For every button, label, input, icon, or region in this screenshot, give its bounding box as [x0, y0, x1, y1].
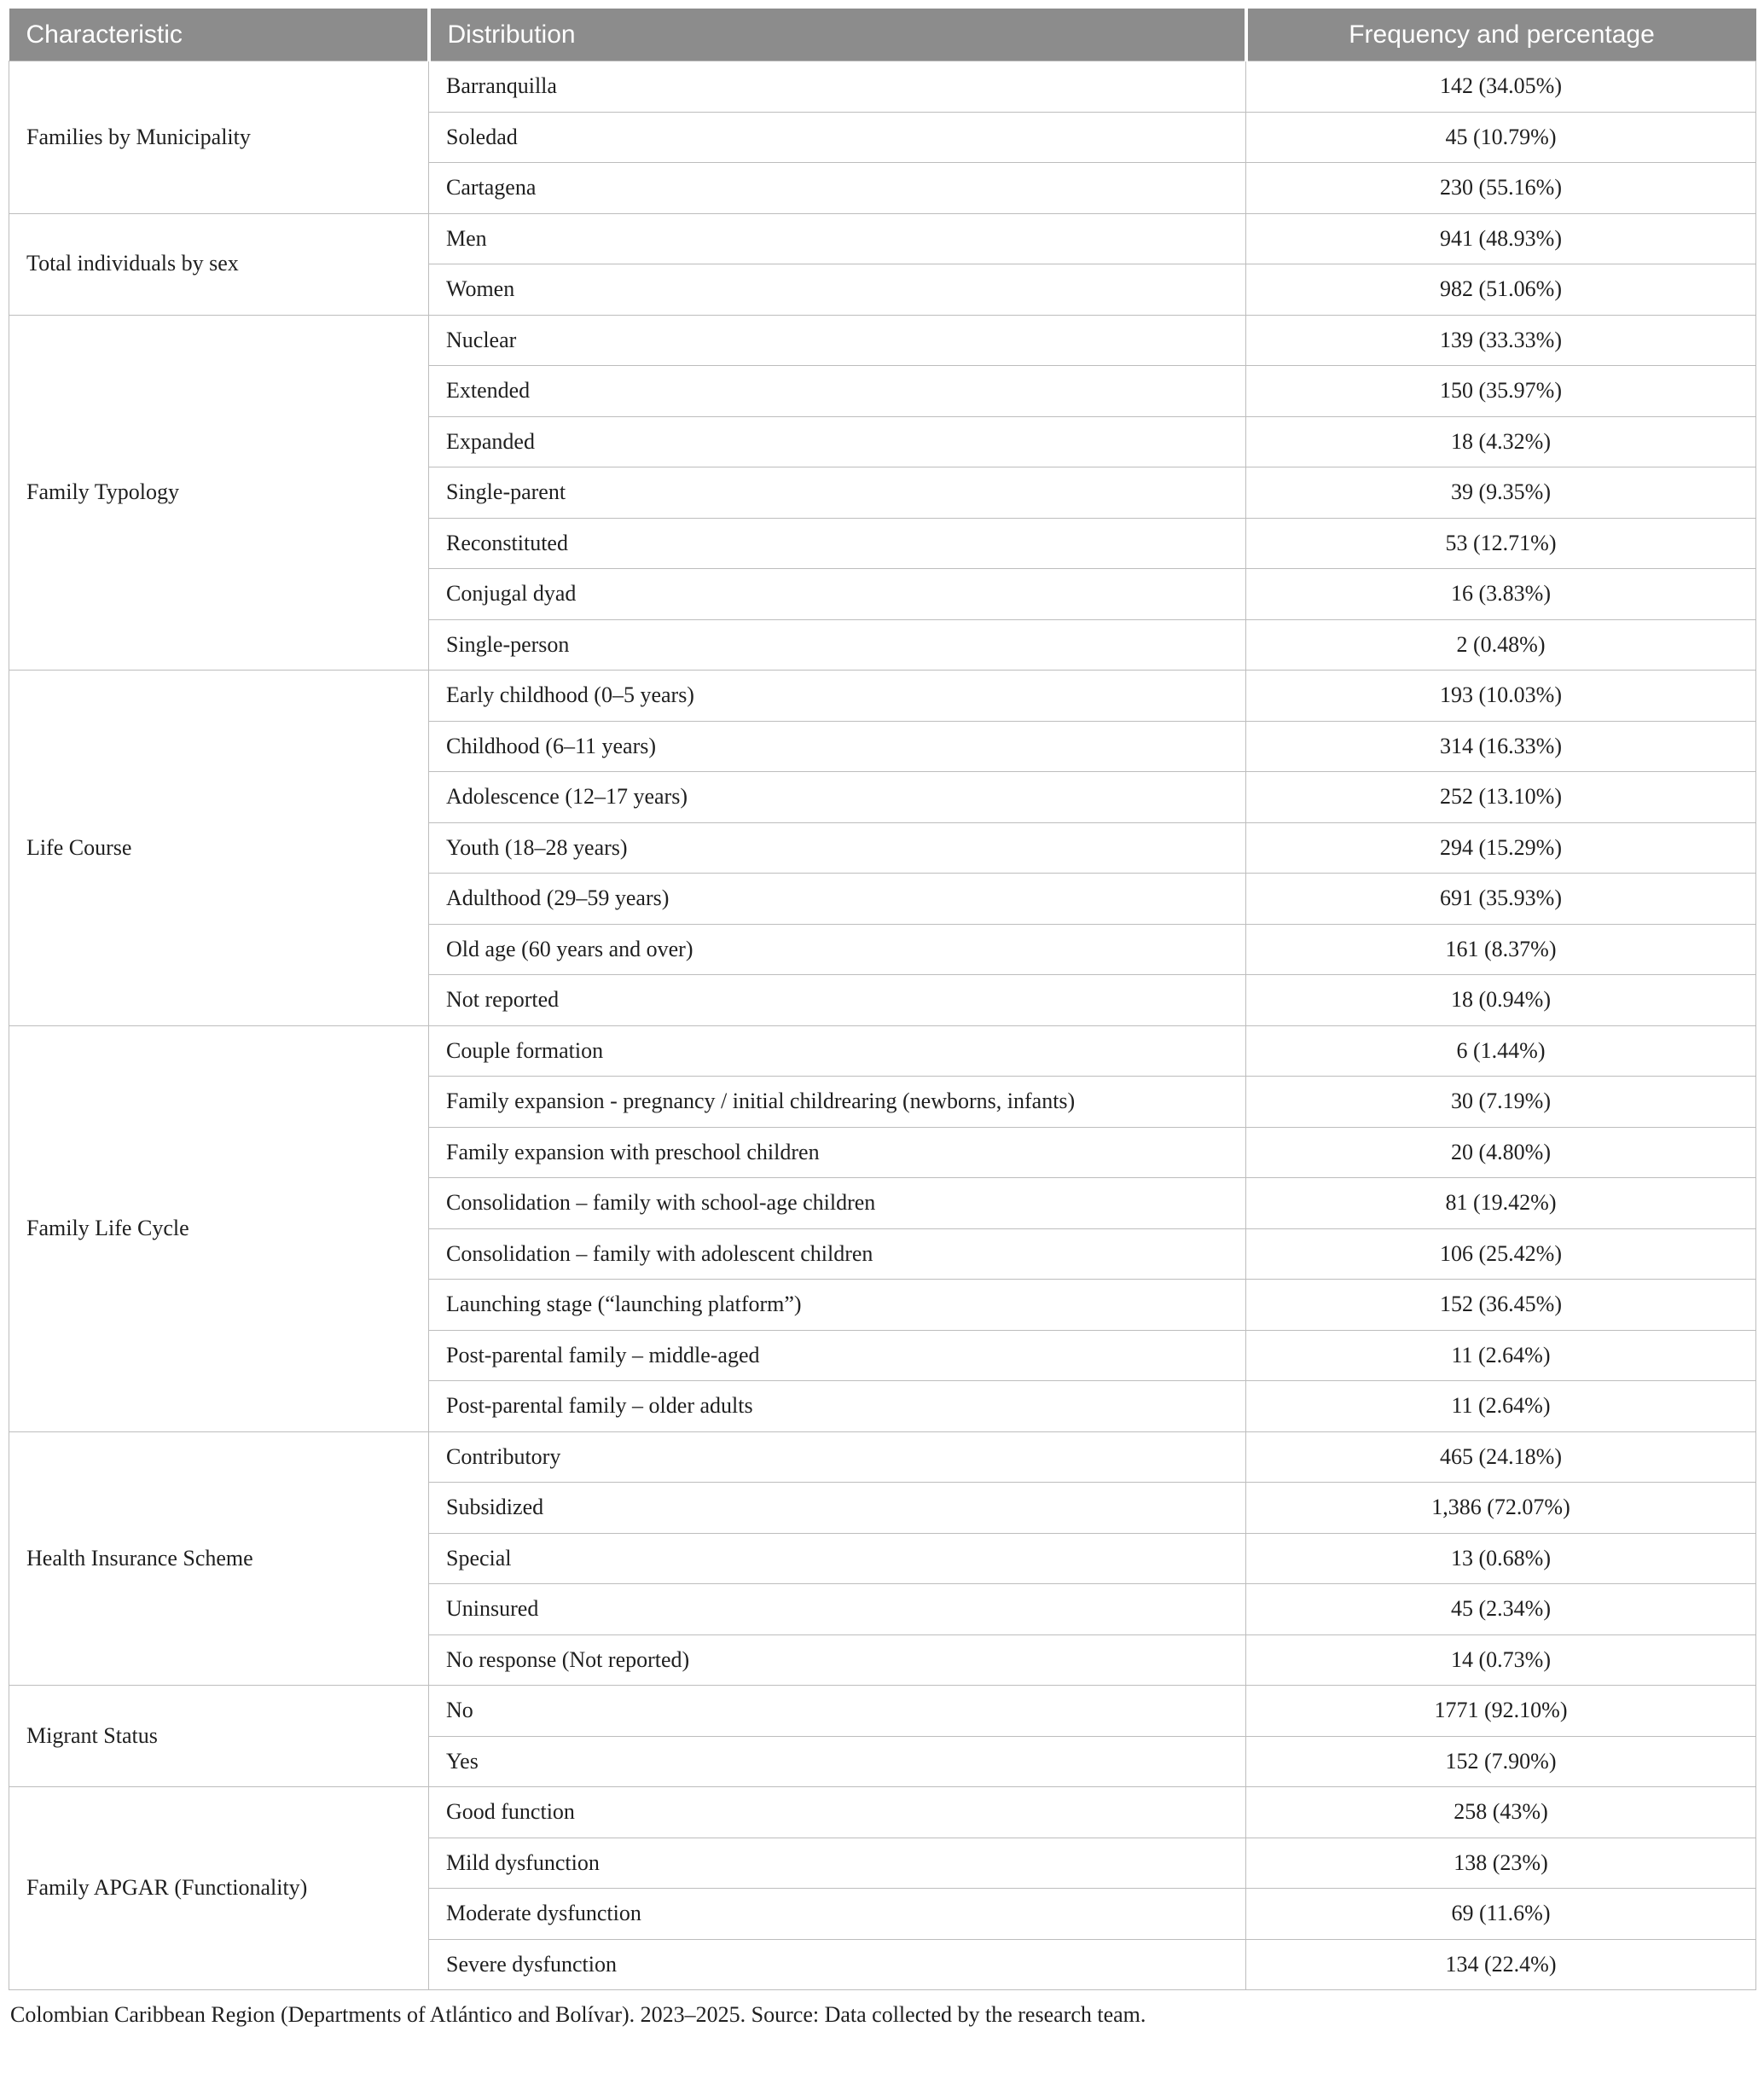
distribution-cell: Reconstituted [429, 518, 1246, 569]
characteristic-cell: Life Course [9, 671, 429, 1026]
table-row [9, 315, 1756, 366]
characteristic-cell: Total individuals by sex [9, 213, 429, 315]
frequency-cell: 18 (0.94%) [1246, 975, 1756, 1026]
frequency-cell: 1771 (92.10%) [1246, 1686, 1756, 1737]
distribution-cell: Post-parental family – older adults [429, 1381, 1246, 1432]
table-body [9, 61, 1756, 1990]
frequency-cell: 314 (16.33%) [1246, 721, 1756, 772]
distribution-cell: Consolidation – family with school-age children [429, 1178, 1246, 1229]
table-row [9, 1025, 1756, 1077]
frequency-cell: 142 (34.05%) [1246, 61, 1756, 113]
distribution-cell: Not reported [429, 975, 1246, 1026]
frequency-cell: 161 (8.37%) [1246, 924, 1756, 975]
distribution-cell: Soledad [429, 112, 1246, 163]
frequency-cell: 193 (10.03%) [1246, 671, 1756, 722]
characteristic-cell: Family Life Cycle [9, 1025, 429, 1431]
characteristic-cell: Family Typology [9, 315, 429, 671]
frequency-cell: 152 (36.45%) [1246, 1280, 1756, 1331]
characteristic-cell: Families by Municipality [9, 61, 429, 214]
table-row [9, 1431, 1756, 1483]
frequency-cell: 230 (55.16%) [1246, 163, 1756, 214]
frequency-cell: 45 (10.79%) [1246, 112, 1756, 163]
frequency-cell: 81 (19.42%) [1246, 1178, 1756, 1229]
distribution-cell: Yes [429, 1736, 1246, 1787]
distribution-cell: Family expansion - pregnancy / initial childrearing (newborns, infants) [429, 1077, 1246, 1128]
frequency-cell: 14 (0.73%) [1246, 1634, 1756, 1686]
distribution-cell: Early childhood (0–5 years) [429, 671, 1246, 722]
table-footnote: Colombian Caribbean Region (Departments of Atlántico and Bolívar). 2023–2025. Source: Data collected by the research team. [10, 2002, 1146, 2027]
frequency-cell: 134 (22.4%) [1246, 1939, 1756, 1990]
distribution-cell: Expanded [429, 416, 1246, 467]
table-row [9, 1686, 1756, 1737]
distribution-cell: Launching stage (“launching platform”) [429, 1280, 1246, 1331]
header-row [9, 9, 1756, 61]
distribution-cell: Barranquilla [429, 61, 1246, 113]
distribution-cell: Post-parental family – middle-aged [429, 1330, 1246, 1381]
distribution-cell: Old age (60 years and over) [429, 924, 1246, 975]
characteristic-cell: Family APGAR (Functionality) [9, 1787, 429, 1990]
distribution-cell: Single-person [429, 619, 1246, 671]
characteristic-cell: Health Insurance Scheme [9, 1431, 429, 1686]
distribution-cell: Cartagena [429, 163, 1246, 214]
distribution-cell: No [429, 1686, 1246, 1737]
table-row [9, 671, 1756, 722]
frequency-cell: 53 (12.71%) [1246, 518, 1756, 569]
distribution-cell: Men [429, 213, 1246, 264]
distribution-cell: Extended [429, 366, 1246, 417]
distribution-cell: Uninsured [429, 1584, 1246, 1635]
distribution-cell: Special [429, 1533, 1246, 1584]
frequency-cell: 20 (4.80%) [1246, 1127, 1756, 1178]
frequency-cell: 1,386 (72.07%) [1246, 1483, 1756, 1534]
distribution-cell: Mild dysfunction [429, 1838, 1246, 1889]
distribution-cell: Moderate dysfunction [429, 1889, 1246, 1940]
table-header [9, 9, 1756, 61]
distribution-cell: Adolescence (12–17 years) [429, 772, 1246, 823]
header-frequency: Frequency and percentage [1246, 9, 1756, 61]
frequency-cell: 691 (35.93%) [1246, 874, 1756, 925]
frequency-cell: 252 (13.10%) [1246, 772, 1756, 823]
frequency-cell: 11 (2.64%) [1246, 1381, 1756, 1432]
distribution-cell: Adulthood (29–59 years) [429, 874, 1246, 925]
frequency-cell: 152 (7.90%) [1246, 1736, 1756, 1787]
frequency-cell: 13 (0.68%) [1246, 1533, 1756, 1584]
frequency-cell: 30 (7.19%) [1246, 1077, 1756, 1128]
characteristics-table [9, 9, 1756, 1990]
header-characteristic: Characteristic [9, 9, 429, 61]
frequency-cell: 139 (33.33%) [1246, 315, 1756, 366]
distribution-cell: Consolidation – family with adolescent children [429, 1228, 1246, 1280]
table-row [9, 1787, 1756, 1838]
frequency-cell: 11 (2.64%) [1246, 1330, 1756, 1381]
distribution-cell: Subsidized [429, 1483, 1246, 1534]
distribution-cell: Couple formation [429, 1025, 1246, 1077]
distribution-cell: Good function [429, 1787, 1246, 1838]
table-row [9, 213, 1756, 264]
frequency-cell: 18 (4.32%) [1246, 416, 1756, 467]
distribution-cell: Conjugal dyad [429, 569, 1246, 620]
distribution-cell: Women [429, 264, 1246, 316]
frequency-cell: 2 (0.48%) [1246, 619, 1756, 671]
frequency-cell: 941 (48.93%) [1246, 213, 1756, 264]
characteristic-cell: Migrant Status [9, 1686, 429, 1787]
distribution-cell: No response (Not reported) [429, 1634, 1246, 1686]
frequency-cell: 106 (25.42%) [1246, 1228, 1756, 1280]
frequency-cell: 69 (11.6%) [1246, 1889, 1756, 1940]
frequency-cell: 150 (35.97%) [1246, 366, 1756, 417]
frequency-cell: 138 (23%) [1246, 1838, 1756, 1889]
table-row [9, 61, 1756, 113]
distribution-cell: Nuclear [429, 315, 1246, 366]
distribution-cell: Severe dysfunction [429, 1939, 1246, 1990]
distribution-cell: Family expansion with preschool children [429, 1127, 1246, 1178]
distribution-cell: Youth (18–28 years) [429, 822, 1246, 874]
distribution-cell: Single-parent [429, 467, 1246, 519]
frequency-cell: 258 (43%) [1246, 1787, 1756, 1838]
header-distribution: Distribution [429, 9, 1246, 61]
frequency-cell: 294 (15.29%) [1246, 822, 1756, 874]
distribution-cell: Contributory [429, 1431, 1246, 1483]
frequency-cell: 982 (51.06%) [1246, 264, 1756, 316]
frequency-cell: 39 (9.35%) [1246, 467, 1756, 519]
frequency-cell: 465 (24.18%) [1246, 1431, 1756, 1483]
frequency-cell: 16 (3.83%) [1246, 569, 1756, 620]
distribution-cell: Childhood (6–11 years) [429, 721, 1246, 772]
frequency-cell: 45 (2.34%) [1246, 1584, 1756, 1635]
frequency-cell: 6 (1.44%) [1246, 1025, 1756, 1077]
